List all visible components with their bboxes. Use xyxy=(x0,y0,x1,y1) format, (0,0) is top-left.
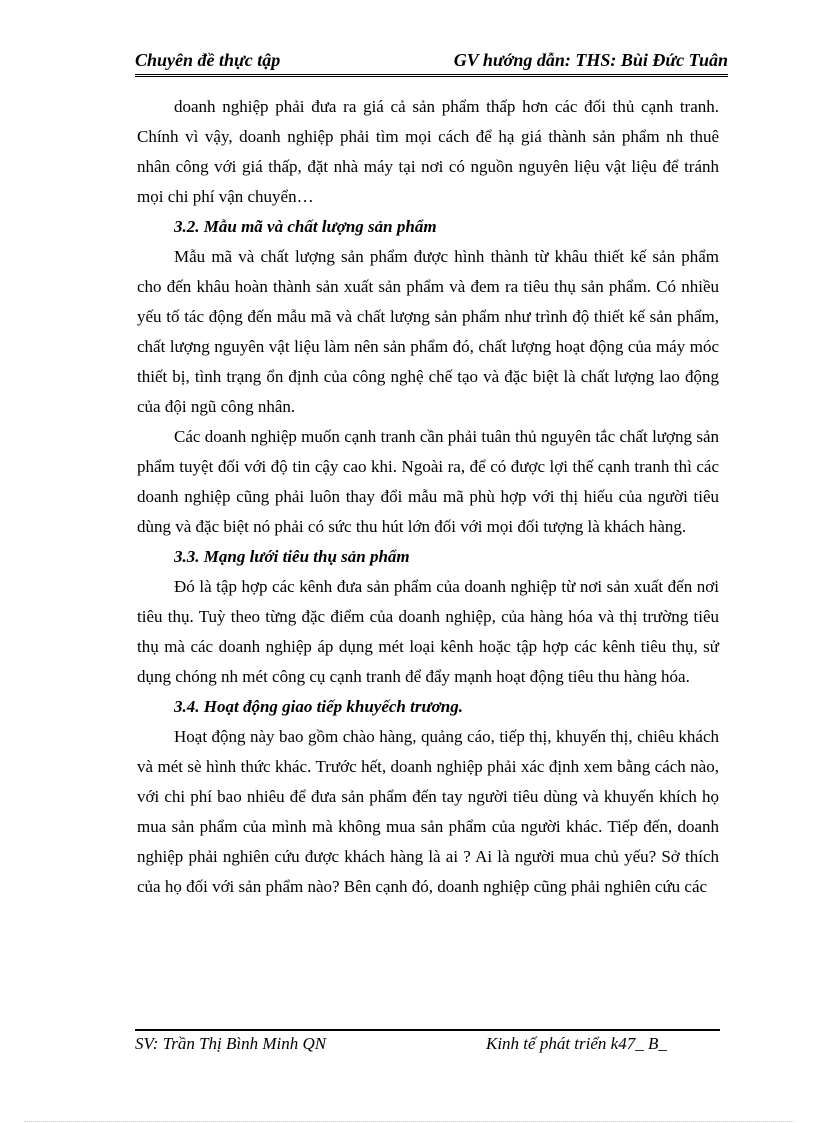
paragraph-quality-principles: Các doanh nghiệp muốn cạnh tranh cần phải tuân thủ nguyên tắc chất lượng sản phẩm tuyệt đối với độ tin cậy cao khi. Ngoài ra, để có được lợi thế cạnh tranh thì các doanh nghiệp cũng phải luôn thay đổi mẫu mã phù hợp với thị hiếu của người tiêu dùng và đặc biệt nó phải có sức thu hút lớn đối với mọi đối tượng là khách hàng. xyxy=(137,427,719,536)
paragraph-pricing: doanh nghiệp phải đưa ra giá cả sản phẩm thấp hơn các đối thủ cạnh tranh. Chính vì vậy, doanh nghiệp phải tìm mọi cách để hạ giá thành sản phẩm nh thuê nhân công với giá thấp, đặt nhà máy tại nơi có nguồn nguyên liệu vật liệu để tránh mọi chi phí vận chuyển… xyxy=(137,97,719,206)
footer-student: SV: Trần Thị Bình Minh QN xyxy=(135,1034,327,1053)
page-bottom-edge xyxy=(24,1121,794,1122)
footer-class: Kinh tế phát triển k47_ B_ xyxy=(486,1034,667,1053)
heading-section-3-4: 3.4. Hoạt động giao tiếp khuyếch trương. xyxy=(174,697,463,716)
heading-section-3-2: 3.2. Mẫu mã và chất lượng sản phẩm xyxy=(174,217,437,236)
header-topic: Chuyên đề thực tập xyxy=(135,50,281,70)
document-body xyxy=(137,92,719,902)
paragraph-design-quality: Mẫu mã và chất lượng sản phẩm được hình thành từ khâu thiết kế sản phẩm cho đến khâu hoàn thành sản xuất sản phẩm và đem ra tiêu thụ sản phẩm. Có nhiều yếu tố tác động đến mẫu mã và chất lượng sản phẩm như trình độ thiết kế sản phẩm, chất lượng nguyên vật liệu làm nên sản phẩm đó, chất lượng hoạt động của máy móc thiết bị, tình trạng ổn định của công nghệ chế tạo và đặc biệt là chất lượng lao động của đội ngũ công nhân. xyxy=(137,247,719,416)
heading-section-3-3: 3.3. Mạng lưới tiêu thụ sản phẩm xyxy=(174,547,410,566)
header-advisor: GV hướng dẫn: THS: Bùi Đức Tuân xyxy=(453,50,728,70)
paragraph-distribution-network: Đó là tập hợp các kênh đưa sản phẩm của doanh nghiệp từ nơi sản xuất đến nơi tiêu thụ. Tuỳ theo từng đặc điểm của doanh nghiệp, của hàng hóa và thị trường tiêu thụ mà các doanh nghiệp áp dụng mét loại kênh hoặc tập hợp các kênh tiêu thụ, sử dụng chóng nh mét công cụ cạnh tranh để đẩy mạnh hoạt động tiêu thu hàng hóa. xyxy=(137,577,719,686)
page-header xyxy=(135,48,728,77)
footer-rule xyxy=(135,1029,720,1031)
paragraph-promotion: Hoạt động này bao gồm chào hàng, quảng cáo, tiếp thị, khuyến thị, chiêu khách và mét sè hình thức khác. Trước hết, doanh nghiệp phải xác định xem bằng cách nào, với chi phí bao nhiêu để đưa sản phẩm đến tay người tiêu dùng và khuyến khích họ mua sản phẩm của mình mà không mua sản phẩm của người khác. Tiếp đến, doanh nghiệp phải nghiên cứu được khách hàng là ai ? Ai là người mua chủ yếu? Sở thích của họ đối với sản phẩm nào? Bên cạnh đó, doanh nghiệp cũng phải nghiên cứu các xyxy=(137,727,719,896)
